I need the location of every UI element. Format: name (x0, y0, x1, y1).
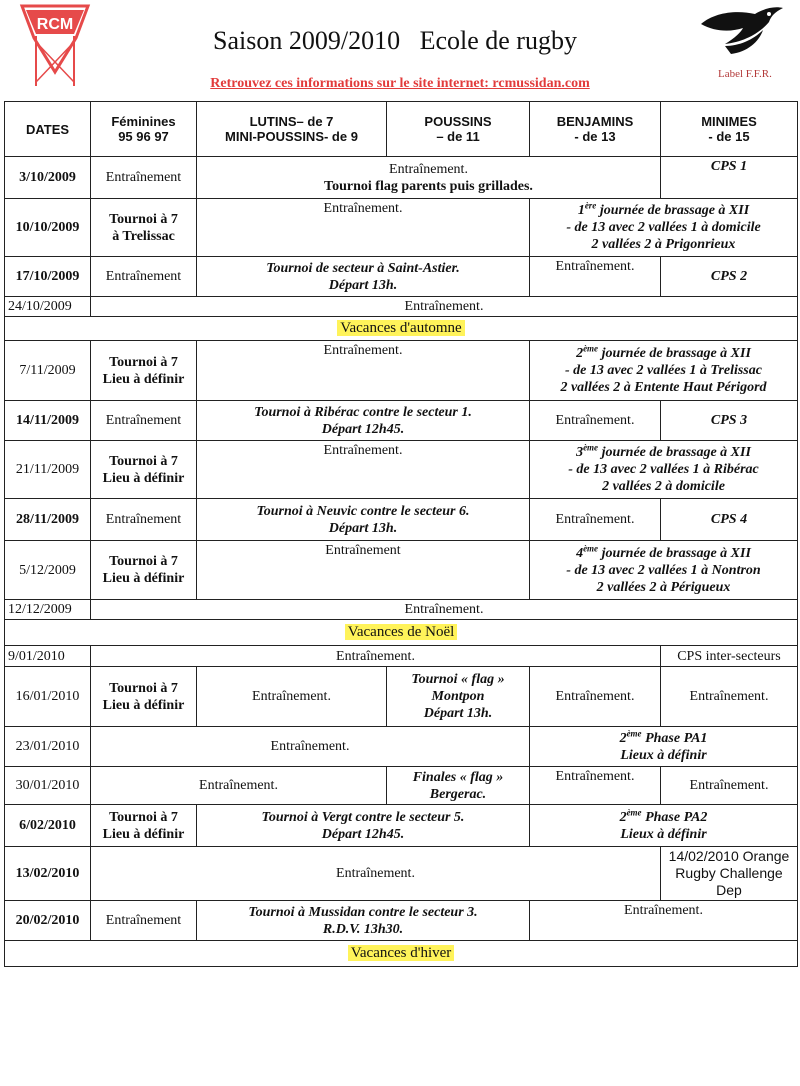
cell-feminines: Entraînement (91, 401, 197, 441)
table-row (5, 157, 798, 199)
cell-all-categories: Entraînement. (91, 600, 798, 620)
cell-minimes: 14/02/2010 Orange Rugby Challenge Dep (661, 847, 798, 901)
cell-lutins-poussins: Tournoi à Neuvic contre le secteur 6. Départ 13h. (197, 499, 530, 541)
col-header-lutins: LUTINS– de 7 MINI-POUSSINS- de 9 (197, 102, 387, 157)
holiday-label: Vacances de Noël (345, 624, 458, 640)
cell-lutins-poussins: Tournoi à Ribérac contre le secteur 1. Départ 12h45. (197, 401, 530, 441)
cell-all-categories: Entraînement. (91, 297, 798, 317)
row-date: 24/10/2009 (5, 297, 91, 317)
table-row (5, 767, 798, 805)
cell-feminines: Tournoi à 7 Lieu à définir (91, 805, 197, 847)
holiday-row (5, 620, 798, 646)
cell-lutins-poussins: Tournoi à Vergt contre le secteur 5. Départ 12h45. (197, 805, 530, 847)
table-row (5, 805, 798, 847)
cell-minimes: Entraînement. (661, 767, 798, 805)
cell-benjamins: Entraînement. (530, 667, 661, 727)
holiday-label: Vacances d'automne (337, 320, 464, 336)
cell-benjamins: Entraînement. (530, 257, 661, 297)
row-date: 7/11/2009 (5, 341, 91, 401)
cell-minimes: Entraînement. (661, 667, 798, 727)
cell-lutins-poussins: Entraînement. (197, 199, 530, 257)
table-row (5, 401, 798, 441)
cell-lutins-poussins: Entraînement (197, 541, 530, 600)
row-date: 6/02/2010 (5, 805, 91, 847)
cell-minimes: CPS 1 (661, 157, 798, 199)
holiday-cell (5, 620, 798, 646)
cell-benjamins-minimes: 1ère journée de brassage à XII - de 13 avec 2 vallées 1 à domicile 2 vallées 2 à Prigonrieux (530, 199, 798, 257)
cell-benjamins-minimes: Entraînement. (530, 901, 798, 941)
row-date: 21/11/2009 (5, 441, 91, 499)
row-date: 30/01/2010 (5, 767, 91, 805)
cell-feminines: Entraînement (91, 257, 197, 297)
table-row (5, 646, 798, 667)
row-date: 23/01/2010 (5, 727, 91, 767)
cell-minimes: CPS 4 (661, 499, 798, 541)
holiday-row (5, 317, 798, 341)
cell-lutins: Entraînement. (197, 667, 387, 727)
row-date: 17/10/2009 (5, 257, 91, 297)
cell-benjamins-minimes: 2ème Phase PA2 Lieux à définir (530, 805, 798, 847)
cell-feminines: Entraînement (91, 157, 197, 199)
table-row (5, 257, 798, 297)
cell-minimes: CPS 3 (661, 401, 798, 441)
table-row (5, 847, 798, 901)
holiday-cell (5, 941, 798, 967)
row-date: 5/12/2009 (5, 541, 91, 600)
cell-feminines: Entraînement (91, 499, 197, 541)
cell-poussins: Finales « flag » Bergerac. (387, 767, 530, 805)
cell-feminines: Tournoi à 7 Lieu à définir (91, 541, 197, 600)
page-title: Saison 2009/2010 Ecole de rugby (213, 26, 577, 55)
label-ffr: Label F.F.R. (718, 68, 772, 80)
table-row (5, 600, 798, 620)
table-row (5, 499, 798, 541)
website-link[interactable]: Retrouvez ces informations sur le site internet: rcmussidan.com (210, 76, 590, 91)
row-date: 13/02/2010 (5, 847, 91, 901)
cell-benjamins-minimes: 4ème journée de brassage à XII - de 13 avec 2 vallées 1 à Nontron 2 vallées 2 à Périgueux (530, 541, 798, 600)
cell-lutins-poussins: Entraînement. (197, 341, 530, 401)
table-row (5, 901, 798, 941)
cell-lutins-poussins: Tournoi à Mussidan contre le secteur 3. R.D.V. 13h30. (197, 901, 530, 941)
col-header-benjamins: BENJAMINS - de 13 (530, 102, 661, 157)
cell-feminines-poussins: Entraînement. (91, 727, 530, 767)
table-row (5, 199, 798, 257)
holiday-row (5, 941, 798, 967)
ffr-rooster-logo (695, 2, 787, 58)
rcm-logo-text: RCM (36, 16, 74, 33)
cell-feminines-lutins: Entraînement. (91, 767, 387, 805)
row-date: 10/10/2009 (5, 199, 91, 257)
cell-minimes: CPS 2 (661, 257, 798, 297)
holiday-cell (5, 317, 798, 341)
col-header-dates: DATES (5, 102, 91, 157)
rcm-logo (16, 2, 94, 88)
cell-feminines-benjamins: Entraînement. (91, 847, 661, 901)
cell-benjamins: Entraînement. (530, 767, 661, 805)
table-row (5, 441, 798, 499)
cell-benjamins: Entraînement. (530, 401, 661, 441)
cell-lutins-poussins: Entraînement. (197, 441, 530, 499)
table-row (5, 727, 798, 767)
table-row (5, 667, 798, 727)
col-header-poussins: POUSSINS – de 11 (387, 102, 530, 157)
cell-lutins-benjamins: Entraînement. Tournoi flag parents puis grillades. (197, 157, 661, 199)
table-row (5, 297, 798, 317)
schedule-table (4, 101, 798, 967)
cell-benjamins-minimes: 2ème journée de brassage à XII - de 13 avec 2 vallées 1 à Trelissac 2 vallées 2 à Entente Haut Périgord (530, 341, 798, 401)
cell-benjamins: Entraînement. (530, 499, 661, 541)
holiday-label: Vacances d'hiver (348, 945, 455, 961)
row-date: 16/01/2010 (5, 667, 91, 727)
cell-feminines: Tournoi à 7 à Trelissac (91, 199, 197, 257)
cell-feminines: Tournoi à 7 Lieu à définir (91, 441, 197, 499)
row-date: 28/11/2009 (5, 499, 91, 541)
cell-lutins-poussins: Tournoi de secteur à Saint-Astier. Départ 13h. (197, 257, 530, 297)
table-row (5, 341, 798, 401)
cell-feminines: Entraînement (91, 901, 197, 941)
cell-poussins: Tournoi « flag » Montpon Départ 13h. (387, 667, 530, 727)
row-date: 9/01/2010 (5, 646, 91, 667)
row-date: 12/12/2009 (5, 600, 91, 620)
table-header-row (5, 102, 798, 157)
cell-benjamins-minimes: 3ème journée de brassage à XII - de 13 avec 2 vallées 1 à Ribérac 2 vallées 2 à domicile (530, 441, 798, 499)
cell-benjamins-minimes: 2ème Phase PA1 Lieux à définir (530, 727, 798, 767)
cell-feminines-benjamins: Entraînement. (91, 646, 661, 667)
col-header-minimes: MINIMES - de 15 (661, 102, 798, 157)
row-date: 14/11/2009 (5, 401, 91, 441)
cell-feminines: Tournoi à 7 Lieu à définir (91, 667, 197, 727)
col-header-feminines: Féminines 95 96 97 (91, 102, 197, 157)
cell-minimes: CPS inter-secteurs (661, 646, 798, 667)
table-row (5, 541, 798, 600)
cell-feminines: Tournoi à 7 Lieu à définir (91, 341, 197, 401)
row-date: 20/02/2010 (5, 901, 91, 941)
row-date: 3/10/2009 (5, 157, 91, 199)
